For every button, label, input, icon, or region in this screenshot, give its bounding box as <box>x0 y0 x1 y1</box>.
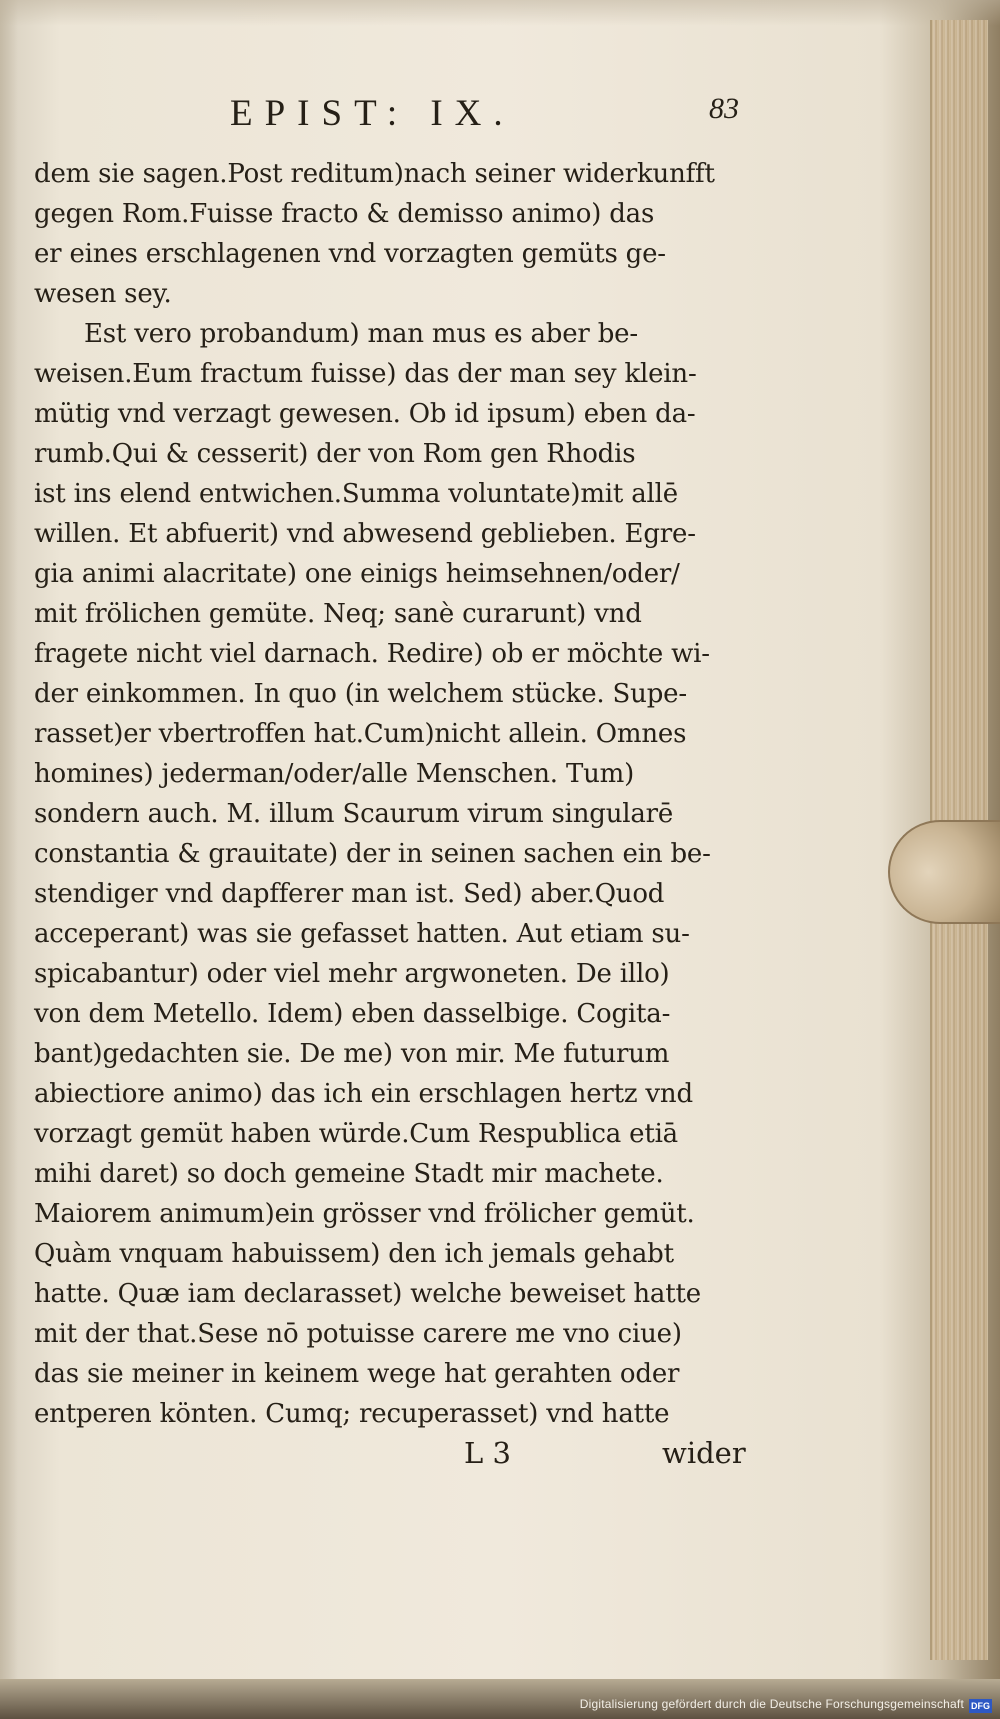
text-line: ist ins elend entwichen.Summa voluntate)mit allē <box>34 479 678 509</box>
text-line: weisen.Eum fractum fuisse) das der man sey klein- <box>34 359 697 389</box>
left-page-shadow <box>0 0 18 1719</box>
page-header-title: EPIST: IX. <box>230 93 515 134</box>
text-line: abiectiore animo) das ich ein erschlagen hertz vnd <box>34 1079 693 1109</box>
text-line: mit der that.Sese nō potuisse carere me vno ciue) <box>34 1319 682 1349</box>
text-line: spicabantur) oder viel mehr argwoneten. De illo) <box>34 959 670 989</box>
text-line: mit frölichen gemüte. Neq; sanè curarunt) vnd <box>34 599 642 629</box>
text-line: hatte. Quæ iam declarasset) welche beweiset hatte <box>34 1279 701 1309</box>
text-line: acceperant) was sie gefasset hatten. Aut etiam su- <box>34 919 690 949</box>
text-line: wesen sey. <box>34 279 172 309</box>
text-line: homines) jederman/oder/alle Menschen. Tum) <box>34 759 635 789</box>
top-page-edge <box>0 0 1000 26</box>
signature-mark: L 3 <box>464 1436 511 1470</box>
scan-bottom-band <box>0 1679 1000 1719</box>
footer-credit: Digitalisierung gefördert durch die Deutsche Forschungsgemeinschaft <box>579 1697 964 1711</box>
text-line: constantia & grauitate) der in seinen sachen ein be- <box>34 839 711 869</box>
text-line: der einkommen. In quo (in welchem stücke. Supe- <box>34 679 687 709</box>
book-clasp <box>888 820 1000 924</box>
text-line: willen. Et abfuerit) vnd abwesend geblieben. Egre- <box>34 519 696 549</box>
text-line: mütig vnd verzagt gewesen. Ob id ipsum) eben da- <box>34 399 696 429</box>
text-line: mihi daret) so doch gemeine Stadt mir machete. <box>34 1159 664 1189</box>
text-line: bant)gedachten sie. De me) von mir. Me futurum <box>34 1039 670 1069</box>
text-line: gia animi alacritate) one einigs heimsehnen/oder/ <box>34 559 680 589</box>
text-line: dem sie sagen.Post reditum)nach seiner widerkunfft <box>34 159 715 189</box>
text-line: sondern auch. M. illum Scaurum virum singularē <box>34 799 674 829</box>
dfg-logo: DFG <box>971 1701 990 1711</box>
text-line: Maiorem animum)ein grösser vnd frölicher gemüt. <box>34 1199 695 1229</box>
text-line: gegen Rom.Fuisse fracto & demisso animo) das <box>34 199 655 229</box>
text-line: Est vero probandum) man mus es aber be- <box>84 319 638 349</box>
text-line: fragete nicht viel darnach. Redire) ob er möchte wi- <box>34 639 710 669</box>
text-line: Quàm vnquam habuissem) den ich jemals gehabt <box>34 1239 674 1269</box>
text-line: rumb.Qui & cesserit) der von Rom gen Rhodis <box>34 439 636 469</box>
page-number: 83 <box>709 92 739 125</box>
page-text-block <box>34 92 750 1484</box>
page-footer-row <box>34 1436 750 1484</box>
text-line: von dem Metello. Idem) eben dasselbige. Cogita- <box>34 999 671 1029</box>
text-line: stendiger vnd dapfferer man ist. Sed) aber.Quod <box>34 879 665 909</box>
text-line: rasset)er vbertroffen hat.Cum)nicht allein. Omnes <box>34 719 687 749</box>
text-line: das sie meiner in keinem wege hat gerahten oder <box>34 1359 680 1389</box>
catchword: wider <box>662 1436 746 1470</box>
text-line: vorzagt gemüt haben würde.Cum Respublica etiā <box>34 1119 678 1149</box>
running-head <box>34 92 750 140</box>
text-line: entperen könten. Cumq; recuperasset) vnd hatte <box>34 1399 670 1429</box>
text-line: er eines erschlagenen vnd vorzagten gemüts ge- <box>34 239 666 269</box>
